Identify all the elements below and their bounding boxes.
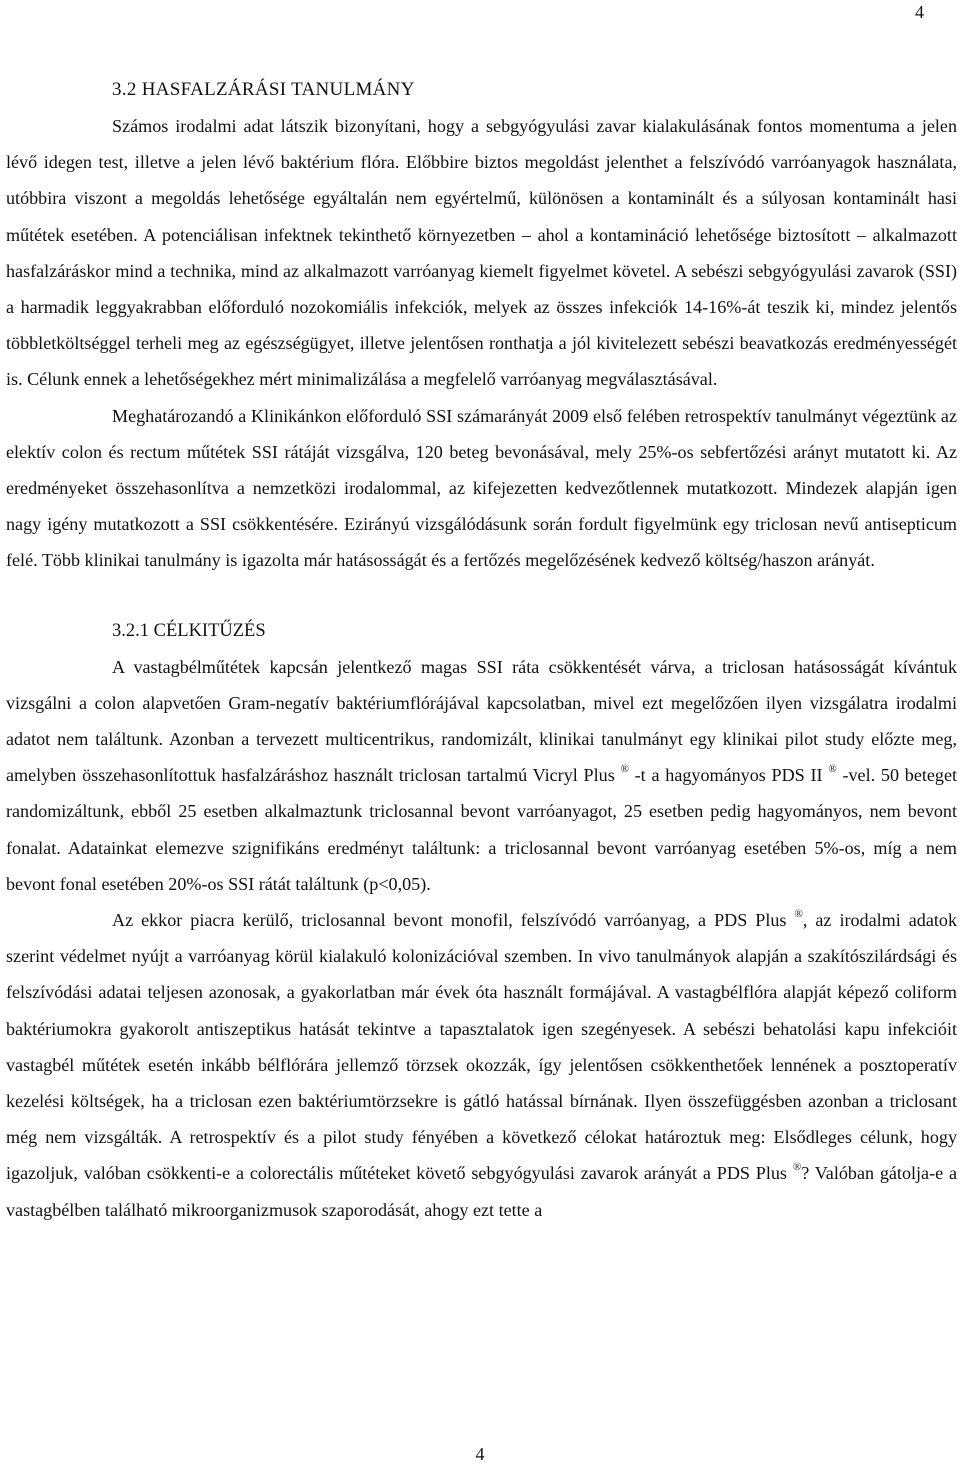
subsection-title: 3.2.1 CÉLKITŰZÉS bbox=[112, 620, 266, 641]
registered-mark-icon: ® bbox=[794, 908, 803, 921]
paragraph-pds-plus bbox=[6, 902, 957, 1228]
document-body bbox=[6, 72, 957, 1228]
page-number-top: 4 bbox=[915, 2, 924, 22]
text-run: , az irodalmi adatok szerint védelmet nyújt a varróanyag körül kialakuló kolonizációval szemben. In vivo tanulmányok alapján a szakítószilárdsági és felszívódási adatai teljesen azonosak, a gyakorlatban már évek óta használt formájával. A vastagbélflóra alapját képező coliform baktériumokra gyakorolt antiszeptikus hatását tekintve a tapasztalatok igen szegényesek. A sebészi behatolási kapu infekcióit vastagbél műtétek esetén inkább bélflórára jellemző törzsek okozzák, így jelentősen csökkenthetőek lennének a posztoperatív kezelési költségek, ha a triclosan ezen baktériumtörzsekre is gátló hatással bírnának. Ilyen összefüggésben azonban a triclosant még nem vizsgálták. A retrospektív és a pilot study fényében a következő célokat határoztuk meg: Elsődleges célunk, hogy igazoljuk, valóban csökkenti-e a colorectális műtéteket követő sebgyógyulási zavarok arányát a PDS Plus bbox=[6, 910, 957, 1184]
text-run: -t a hagyományos PDS II bbox=[634, 765, 823, 786]
registered-mark-icon: ® bbox=[828, 763, 837, 776]
page-number-bottom: 4 bbox=[475, 1444, 485, 1464]
paragraph-objectives bbox=[6, 649, 957, 902]
registered-mark-icon: ® bbox=[620, 763, 629, 776]
paragraph-retrospective: Meghatározandó a Klinikánkon előforduló SSI számarányát 2009 első felében retrospektív tanulmányt végeztünk az elektív colon és rectum műtétek SSI rátáját vizsgálva, 120 beteg bevonásával, mely 25%-os sebfertőzési arányt mutatott ki. Az eredményeket összehasonlítva a nemzetközi irodalommal, az kifejezetten kedvezőtlennek mutatkozott. Mindezek alapján igen nagy igény mutatkozott a SSI csökkentésére. Ezirányú vizsgálódásunk során fordult figyelmünk egy triclosan nevű antisepticum felé. Több klinikai tanulmány is igazolta már hatásosságát és a fertőzés megelőzésének kedvező költség/haszon arányát. bbox=[6, 405, 957, 571]
text-run: Az ekkor piacra kerülő, triclosannal bevont monofil, felszívódó varróanyag, a PDS Plus bbox=[112, 910, 787, 931]
paragraph-intro: Számos irodalmi adat látszik bizonyítani, hogy a sebgyógyulási zavar kialakulásának fontos momentuma a jelen lévő idegen test, illetve a jelen lévő baktérium flóra. Előbbire biztos megoldást jelenthet a felszívódó varróanyagok használata, utóbbira viszont a megoldás lehetősége egyáltalán nem egyértelmű, különösen a kontaminált és a súlyosan kontaminált hasi műtétek esetében. A potenciálisan infektnek tekinthető környezetben – ahol a kontamináció lehetősége biztosított – alkalmazott hasfalzáráskor mind a technika, mind az alkalmazott varróanyag kiemelt figyelmet követel. A sebészi sebgyógyulási zavarok (SSI) a harmadik leggyakrabban előforduló nozokomiális infekciók, melyek az összes infekciók 14-16%-át teszik ki, mindez jelentős többletköltséggel terheli meg az egészségügyet, illetve jelentősen ronthatja a jól kivitelezett sebészi beavatkozás eredményességét is. Célunk ennek a lehetőségekhez mért minimalizálása a megfelelő varróanyag megválasztásával. bbox=[6, 116, 957, 390]
text-run: A vastagbélműtétek kapcsán jelentkező magas SSI ráta csökkentését várva, a triclosan hatásosságát kívántuk vizsgálni a colon alapvetően Gram-negatív baktériumflórájával kapcsolatban, mivel ezt megelőzően ilyen vizsgálatra irodalmi adatot nem találtunk. Azonban a tervezett multicentrikus, randomizált, klinikai tanulmányt egy klinikai pilot study előzte meg, amelyben összehasonlítottuk hasfalzáráshoz használt triclosan tartalmú Vicryl Plus bbox=[6, 656, 957, 786]
section-title: 3.2 HASFALZÁRÁSI TANULMÁNY bbox=[112, 79, 415, 100]
registered-mark-icon: ® bbox=[792, 1161, 802, 1174]
text-run: ? Valóban gátolja-e a vastagbélben található mikroorganizmusok szaporodását, ahogy ezt tette a bbox=[6, 1163, 958, 1220]
text-run: -vel. 50 beteget randomizáltunk, ebből 25 esetben alkalmaztunk triclosannal bevont varróanyagot, 25 esetben pedig hagyományos, nem bevont fonalat. Adatainkat elemezve szignifikáns eredményt találtunk: a triclosannal bevont varróanyag esetében 5%-os, míg a nem bevont fonal esetében 20%-os SSI rátát találtunk (p<0,05). bbox=[6, 765, 958, 894]
spacer bbox=[6, 579, 957, 613]
